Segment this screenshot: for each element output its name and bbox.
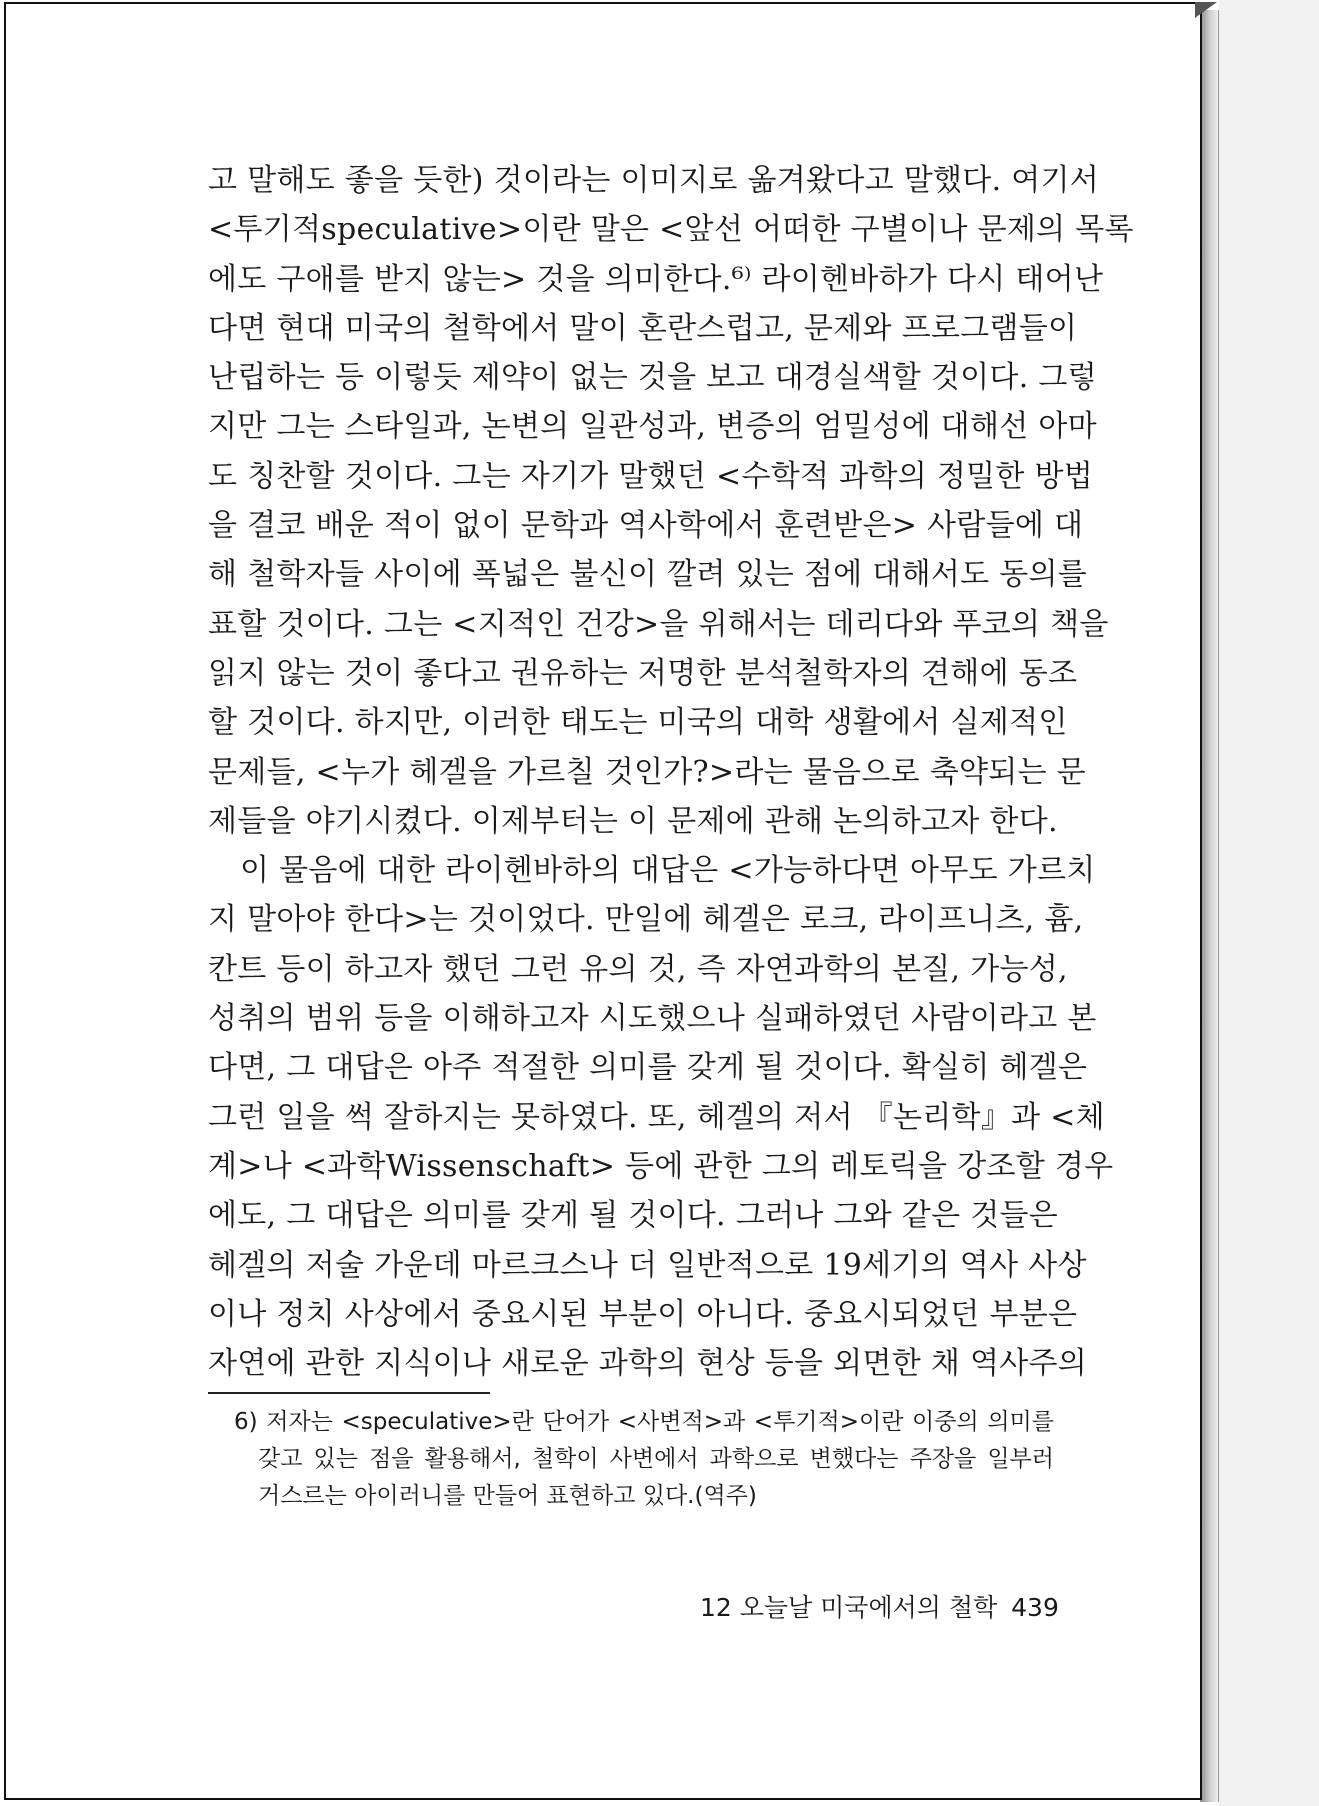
body-line-12: 할 것이다. 하지만, 이러한 태도는 미국의 대학 생활에서 실제적인 — [208, 705, 1068, 741]
body-line-18: 성취의 범위 등을 이해하고자 시도했으나 실패하였던 사람이라고 본 — [208, 1001, 1097, 1037]
page-corner-fold — [1195, 2, 1217, 18]
body-line-17: 칸트 등이 하고자 했던 그런 유의 것, 즉 자연과학의 본질, 가능성, — [208, 951, 1068, 987]
body-line-7: 도 칭찬할 것이다. 그는 자기가 말했던 <수학적 과학의 정밀한 방법 — [208, 458, 1094, 494]
body-line-20: 그런 일을 썩 잘하지는 못하였다. 또, 헤겔의 저서 『논리학』과 <체 — [208, 1099, 1105, 1135]
body-line-14: 제들을 야기시켰다. 이제부터는 이 문제에 관해 논의하고자 한다. — [208, 803, 1058, 839]
body-line-19: 다면, 그 대답은 아주 적절한 의미를 갖게 될 것이다. 확실히 헤겔은 — [208, 1050, 1088, 1086]
running-title: 12 오늘날 미국에서의 철학 — [700, 1593, 998, 1622]
body-line-8: 을 결코 배운 적이 없이 문학과 역사학에서 훈련받은> 사람들에 대 — [208, 508, 1084, 544]
footnote-divider — [208, 1392, 490, 1394]
body-line-16: 지 말아야 한다>는 것이었다. 만일에 헤겔은 로크, 라이프니츠, 흄, — [208, 902, 1084, 938]
body-line-3: 에도 구애를 받지 않는> 것을 의미한다.⁶⁾ 라이헨바하가 다시 태어난 — [208, 261, 1104, 297]
body-line-6: 지만 그는 스타일과, 논변의 일관성과, 변증의 엄밀성에 대해선 아마 — [208, 409, 1097, 445]
page-edge-shadow — [1200, 10, 1219, 1802]
footnote-line-1: 6) 저자는 <speculative>란 단어가 <사변적>과 <투기적>이란 이중의 의미를 — [234, 1409, 1054, 1435]
body-line-5: 난립하는 등 이렇듯 제약이 없는 것을 보고 대경실색할 것이다. 그렇 — [208, 360, 1097, 396]
body-line-22: 에도, 그 대답은 의미를 갖게 될 것이다. 그러나 그와 같은 것들은 — [208, 1198, 1059, 1234]
body-line-21: 계>나 <과학Wissenschaft> 등에 관한 그의 레토릭을 강조할 경우 — [208, 1148, 1114, 1184]
body-line-1: 고 말해도 좋을 듯한) 것이라는 이미지로 옮겨왔다고 말했다. 여기서 — [208, 163, 1100, 198]
body-line-25: 자연에 관한 지식이나 새로운 과학의 현상 등을 외면한 채 역사주의 — [208, 1346, 1088, 1382]
body-line-9: 해 철학자들 사이에 폭넓은 불신이 깔려 있는 점에 대해서도 동의를 — [208, 557, 1088, 593]
body-line-23: 헤겔의 저술 가운데 마르크스나 더 일반적으로 19세기의 역사 사상 — [208, 1247, 1087, 1283]
body-line-15: 이 물음에 대한 라이헨바하의 대답은 <가능하다면 아무도 가르치 — [240, 853, 1096, 889]
page-number: 439 — [1011, 1593, 1059, 1622]
body-line-10: 표할 것이다. 그는 <지적인 건강>을 위해서는 데리다와 푸코의 책을 — [208, 606, 1109, 642]
body-line-24: 이나 정치 사상에서 중요시된 부분이 아니다. 중요시되었던 부분은 — [208, 1296, 1078, 1332]
footnote-line-3: 거스르는 아이러니를 만들어 표현하고 있다.(역주) — [258, 1483, 757, 1509]
body-line-13: 문제들, <누가 헤겔을 가르칠 것인가?>라는 물음으로 축약되는 문 — [208, 754, 1086, 790]
body-line-4: 다면 현대 미국의 철학에서 말이 혼란스럽고, 문제와 프로그램들이 — [208, 310, 1078, 346]
body-line-2: <투기적speculative>이란 말은 <앞선 어떠한 구별이나 문제의 목록 — [208, 212, 1134, 248]
body-line-11: 읽지 않는 것이 좋다고 권유하는 저명한 분석철학자의 견해에 동조 — [208, 655, 1078, 691]
background-margin — [1219, 0, 1319, 1806]
footnotes — [234, 1404, 1054, 1515]
running-footer — [700, 1588, 1059, 1624]
body-text — [208, 156, 1134, 1388]
footnote-line-2: 갖고 있는 점을 활용해서, 철학이 사변에서 과학으로 변했다는 주장을 일부러 — [258, 1446, 1054, 1472]
